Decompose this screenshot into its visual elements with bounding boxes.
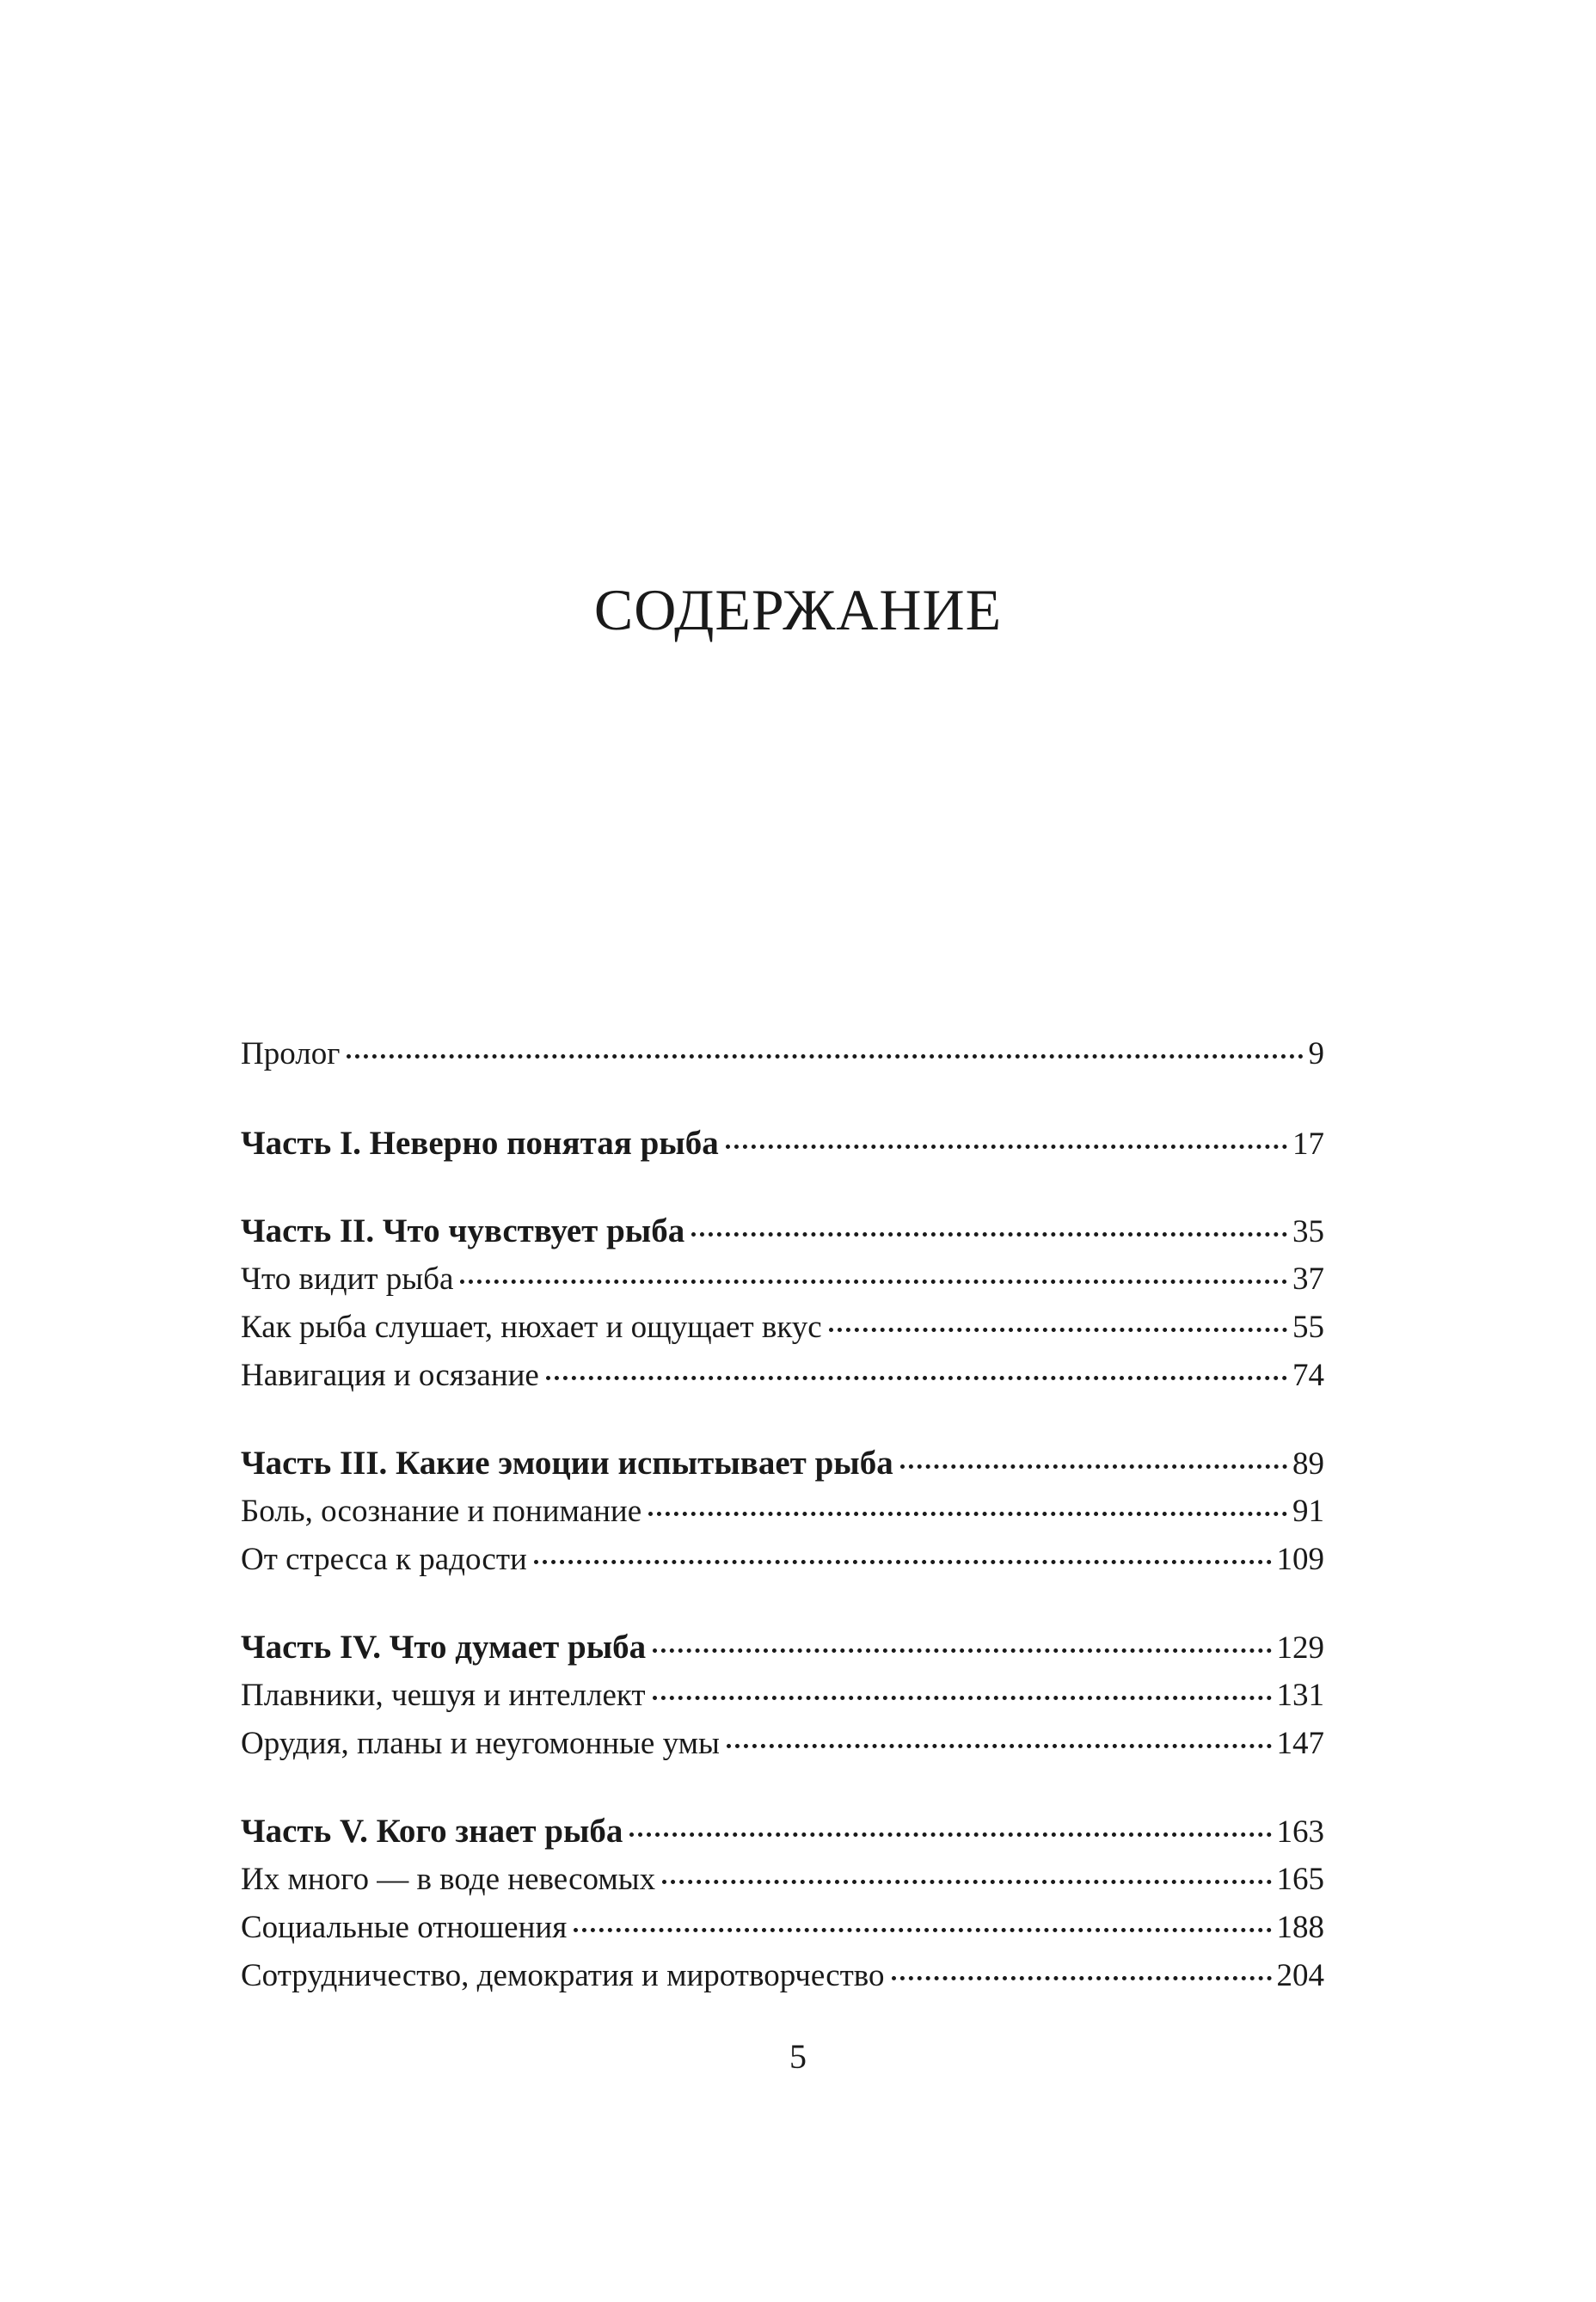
toc-entry-page-number: 131 [1276, 1678, 1324, 1713]
toc-entry-page-number: 165 [1276, 1862, 1324, 1897]
toc-entry-page-number: 74 [1292, 1358, 1324, 1393]
toc-entry-page-number: 163 [1276, 1814, 1324, 1850]
toc-part-entry [241, 1808, 1324, 1856]
toc-entry-page-number: 17 [1292, 1126, 1324, 1162]
toc-entry [241, 1304, 1324, 1352]
toc-part-entry [241, 1440, 1324, 1488]
page-title: СОДЕРЖАНИЕ [593, 577, 1003, 642]
toc-entry-label: Плавники, чешуя и интеллект [241, 1678, 646, 1713]
toc-entry [241, 1952, 1324, 2000]
toc-entry-label: Орудия, планы и неугомонные умы [241, 1726, 720, 1761]
toc-entry-label: От стресса к радости [241, 1542, 527, 1577]
toc-entry-page-number: 89 [1292, 1446, 1324, 1482]
toc-entry [241, 1536, 1324, 1584]
toc-entry [241, 1488, 1324, 1536]
toc-entry-page-number: 9 [1308, 1036, 1324, 1071]
dot-leader [691, 1232, 1287, 1237]
toc-entry-label: Как рыба слушает, нюхает и ощущает вкус [241, 1310, 822, 1345]
dot-leader [662, 1880, 1271, 1884]
toc-entry-page-number: 147 [1276, 1726, 1324, 1761]
toc-entry [241, 1352, 1324, 1400]
toc-entry-label: Часть IV. Что думает рыба [241, 1629, 647, 1666]
dot-leader [653, 1648, 1271, 1653]
toc-entry-page-number: 91 [1292, 1494, 1324, 1529]
toc-part-entry [241, 1624, 1324, 1672]
toc-entry-label: Часть III. Какие эмоции испытывает рыба [241, 1445, 893, 1482]
toc-entry-label: Что видит рыба [241, 1261, 454, 1297]
dot-leader [892, 1976, 1272, 1980]
dot-leader [574, 1928, 1271, 1932]
toc-entry-page-number: 204 [1276, 1958, 1324, 1993]
toc-entry-label: Социальные отношения [241, 1910, 568, 1945]
dot-leader [829, 1328, 1287, 1332]
dot-leader [534, 1560, 1272, 1564]
dot-leader [460, 1280, 1287, 1284]
toc-entry [241, 1720, 1324, 1768]
dot-leader [546, 1376, 1287, 1380]
toc-entry [241, 1030, 1324, 1078]
toc-entry-label: Сотрудничество, демократия и миротворчество [241, 1958, 885, 1993]
dot-leader [726, 1145, 1287, 1149]
toc-entry-page-number: 109 [1276, 1542, 1324, 1577]
toc-entry-page-number: 129 [1276, 1630, 1324, 1666]
toc-entry-label: Часть II. Что чувствует рыба [241, 1212, 685, 1249]
toc-entry-page-number: 37 [1292, 1261, 1324, 1297]
dot-leader [727, 1744, 1272, 1748]
dot-leader [648, 1512, 1287, 1516]
dot-leader [653, 1696, 1272, 1700]
table-of-contents [241, 1030, 1324, 2000]
toc-entry [241, 1856, 1324, 1904]
dot-leader [629, 1832, 1271, 1837]
toc-entry [241, 1672, 1324, 1720]
toc-entry-page-number: 55 [1292, 1310, 1324, 1345]
dot-leader [347, 1054, 1303, 1059]
toc-entry-page-number: 188 [1276, 1910, 1324, 1945]
toc-entry-label: Боль, осознание и понимание [241, 1494, 642, 1529]
toc-entry-label: Часть I. Неверно понятая рыба [241, 1125, 719, 1162]
toc-entry-label: Часть V. Кого знает рыба [241, 1813, 623, 1850]
toc-entry [241, 1255, 1324, 1304]
toc-part-entry [241, 1207, 1324, 1255]
page-number: 5 [789, 2037, 807, 2076]
toc-entry [241, 1904, 1324, 1952]
toc-entry-label: Их много — в воде невесомых [241, 1862, 656, 1897]
toc-entry-label: Навигация и осязание [241, 1358, 539, 1393]
dot-leader [900, 1464, 1287, 1469]
toc-part-entry [241, 1120, 1324, 1168]
toc-entry-page-number: 35 [1292, 1214, 1324, 1249]
toc-entry-label: Пролог [241, 1036, 341, 1071]
